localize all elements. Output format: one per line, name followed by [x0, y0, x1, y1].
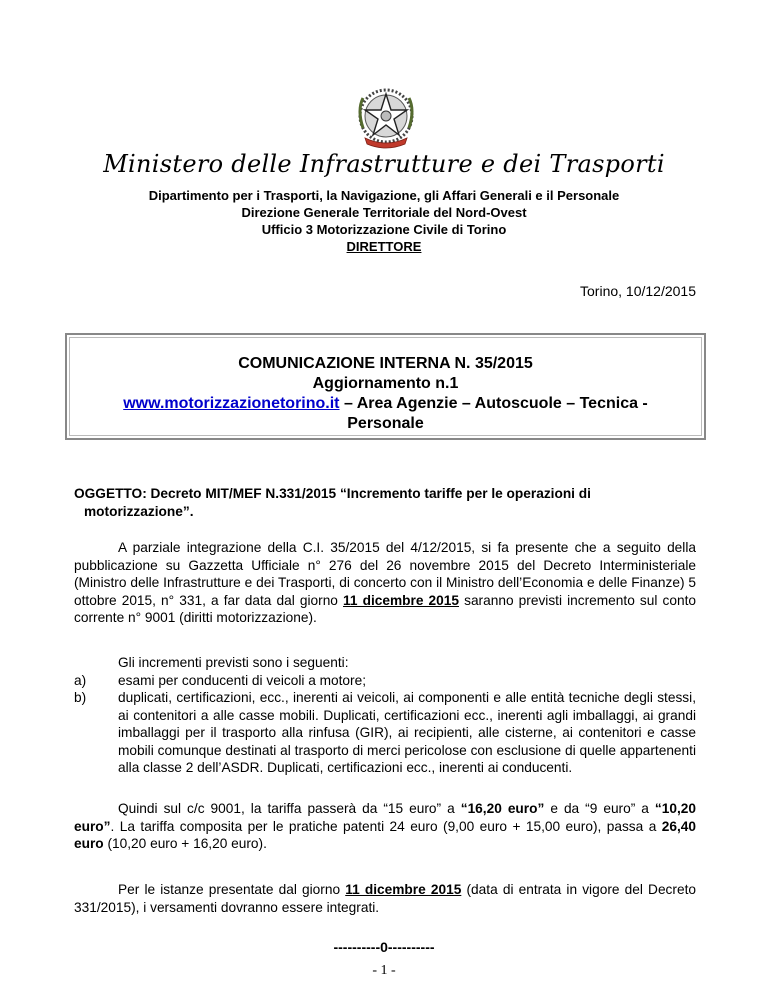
- tariff-value: “10,20 euro”: [74, 801, 697, 834]
- list-item-text: esami per conducenti di veicoli a motore;: [118, 672, 367, 688]
- list-item-text: duplicati, certificazioni, ecc., inerenti ai veicoli, ai componenti e alle entità tecniche degli stessi, ai contenitori a alle casse mobili. Duplicati, certificazioni ecc., inerenti agli imballaggi, ai grandi imballaggi per il trasporto alla rinfusa (GIR), ai recipienti, alle cisterne, ai contenitori e casse mobili comunque destinati al trasporto di merci pericolose con esclusione di quelle appartenenti alla classe 2 dell’ASDR. Duplicati, certificazioni ecc., inerenti ai conducenti.: [118, 690, 696, 775]
- effective-date: 11 dicembre 2015: [345, 882, 462, 897]
- subject-line-2: motorizzazione”.: [84, 503, 194, 519]
- communication-title-box: [65, 333, 706, 440]
- list-intro: Gli incrementi previsti sono i seguenti:: [118, 655, 349, 670]
- text: . La tariffa composita per le pratiche patenti 24 euro (9,00 euro + 15,00 euro), passa a: [110, 818, 662, 834]
- tariff-value: “16,20 euro”: [460, 801, 545, 816]
- paragraph-text: A parziale integrazione della C.I. 35/2015 del 4/12/2015, si fa presente che a seguito della pubblicazione su Gazzetta Ufficiale n° 276 del 26 novembre 2015 del Decreto Interministeriale (Ministro delle Infrastrutture e dei Trasporti, di concerto con il Ministro dell’Economia e delle Finanze) 5 ottobre 2015, n° 331, a far data dal giorno: [74, 540, 696, 608]
- paragraph-applications: [74, 881, 696, 916]
- increments-list: [74, 654, 696, 777]
- website-link[interactable]: www.motorizzazionetorino.it: [123, 395, 340, 412]
- page-number: - 1 -: [372, 963, 396, 978]
- separator: ----------0----------: [333, 939, 435, 955]
- department-header: [0, 187, 768, 255]
- department-line: Dipartimento per i Trasporti, la Navigazione, gli Affari Generali e il Personale: [148, 188, 620, 203]
- ministry-name: Ministero delle Infrastrutture e dei Trasporti: [103, 150, 665, 178]
- subject: [74, 485, 696, 520]
- communication-title: COMUNICAZIONE INTERNA N. 35/2015: [238, 355, 533, 372]
- text: (data di entrata in vigore del Decreto 331/2015), i versamenti dovranno essere integrati.: [74, 882, 696, 915]
- tariff-value: 26,40 euro: [74, 818, 696, 851]
- list-item: [74, 672, 696, 690]
- list-marker: b): [74, 690, 87, 705]
- text: Quindi sul c/c 9001, la tariffa passerà da “15 euro” a: [118, 801, 461, 816]
- directorate-line: Direzione Generale Territoriale del Nord-Ovest: [241, 205, 527, 220]
- director-line: DIRETTORE: [346, 239, 422, 254]
- areas-line: [67, 394, 704, 414]
- text: e da “9 euro” a: [544, 801, 655, 816]
- list-marker: a): [74, 672, 87, 688]
- paragraph-intro: [74, 539, 696, 627]
- update-subtitle: Aggiornamento n.1: [312, 375, 459, 392]
- office-line: Ufficio 3 Motorizzazione Civile di Torino: [261, 222, 507, 237]
- list-item: [74, 689, 696, 777]
- place-date: Torino, 10/12/2015: [580, 283, 696, 299]
- areas-line-2: Personale: [347, 415, 424, 432]
- paragraph-text-tail: saranno previsti incremento sul conto corrente n° 9001 (diritti motorizzazione).: [74, 592, 696, 625]
- areas-text: – Area Agenzie – Autoscuole – Tecnica -: [339, 395, 648, 412]
- text: (10,20 euro + 16,20 euro).: [103, 836, 267, 851]
- subject-line: OGGETTO: Decreto MIT/MEF N.331/2015 “Incremento tariffe per le operazioni di: [74, 486, 591, 501]
- text: Per le istanze presentate dal giorno: [118, 882, 346, 897]
- republic-emblem-icon: [349, 80, 423, 154]
- paragraph-tariffs: [74, 800, 696, 853]
- effective-date: 11 dicembre 2015: [343, 592, 459, 608]
